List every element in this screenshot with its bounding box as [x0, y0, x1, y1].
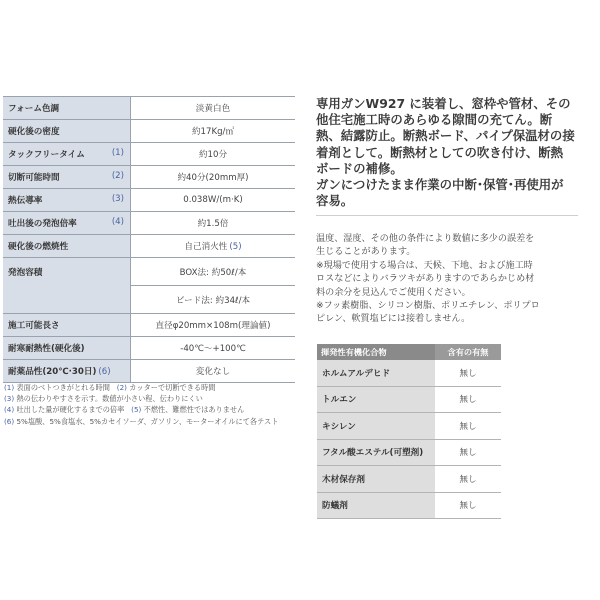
compound-name: キシレン	[317, 413, 435, 440]
note-line: ※フッ素樹脂、シリコン樹脂、ポリエチレン、ポリプロ	[316, 301, 540, 312]
usage-notes	[316, 233, 578, 327]
spec-value: 約10分	[131, 143, 296, 166]
spec-value: 変化なし	[131, 360, 296, 383]
table-row	[317, 386, 501, 413]
description-line: 専用ガンW927 に装着し、窓枠や管材、その	[316, 96, 571, 111]
footnote-ref: (3)	[111, 194, 124, 204]
footnote-number: (3)	[4, 394, 15, 404]
footnote-line	[4, 382, 304, 393]
footnote-ref: (5)	[229, 242, 242, 252]
table-header-row	[317, 344, 501, 360]
table-row	[3, 189, 295, 212]
table-row	[3, 143, 295, 166]
content-status: 無し	[435, 360, 501, 386]
footnote-line	[4, 416, 304, 427]
footnote-ref: (2)	[111, 171, 124, 181]
footnote-text: 熱の伝わりやすさを示す。数値が小さい程、伝わりにくい	[16, 394, 203, 404]
footnote-ref: (1)	[111, 148, 124, 158]
table-row	[317, 492, 501, 519]
table-row	[3, 337, 295, 360]
description-line: ボードの補修。	[316, 160, 403, 176]
spec-table	[3, 96, 295, 383]
spec-label: 耐薬品性(20℃·30日) (6)	[3, 360, 131, 383]
table-row	[317, 360, 501, 386]
footnote-number: (5)	[131, 405, 142, 415]
footnote-text: 表面のベトつきがとれる時間	[16, 383, 110, 392]
compound-name: 木材保存剤	[317, 466, 435, 493]
compound-name: フタル酸エステル(可塑剤)	[317, 439, 435, 466]
footnote-number: (6)	[4, 416, 15, 426]
spec-label: 施工可能長さ	[3, 314, 131, 337]
spec-value: 淡黄白色	[131, 97, 296, 120]
spec-value: 0.038W/(m·K)	[131, 189, 296, 212]
footnote-ref: (6)	[98, 367, 111, 377]
compound-name: 防蟻剤	[317, 492, 435, 519]
content-status: 無し	[435, 413, 501, 440]
note-line: ロスなどによりバラツキがありますのであらかじめ材	[316, 274, 535, 285]
table-row	[3, 235, 295, 258]
divider	[316, 215, 578, 216]
description-line: 他住宅施工時のあらゆる隙間の充てん。断	[316, 112, 553, 128]
content-status: 無し	[435, 386, 501, 413]
product-description	[316, 96, 584, 209]
description-line: 熱、結露防止。断熱ボード、パイプ保温材の接	[316, 128, 575, 144]
footnote-text: 不燃性、難燃性ではありません	[143, 405, 245, 415]
note-line: 生じることがあります。	[316, 247, 416, 258]
note-line: ピレン、軟質塩ビには接着しません。	[316, 314, 471, 325]
spec-value: 約40分(20mm厚)	[131, 166, 296, 189]
spec-label: 発泡容積	[3, 258, 131, 314]
table-row	[317, 439, 501, 466]
table-row	[3, 166, 295, 189]
compound-name: ホルムアルデヒド	[317, 360, 435, 386]
description-line: 着剤として。断熱材としての吹き付け、断熱	[316, 144, 564, 160]
column-header-compound: 揮発性有機化合物	[317, 344, 435, 360]
voc-table	[317, 344, 501, 519]
spec-value: ビード法: 約34ℓ/本	[131, 286, 296, 314]
footnote-number: (4)	[4, 405, 15, 415]
table-row	[3, 120, 295, 143]
footnote-number: (1)	[4, 383, 15, 392]
table-row	[3, 258, 295, 286]
spec-label: タックフリータイム (1)	[3, 143, 131, 166]
spec-value: BOX法: 約50ℓ/本	[131, 258, 296, 286]
compound-name: トルエン	[317, 386, 435, 413]
spec-value: 約1.5倍	[131, 212, 296, 235]
footnote-text: カッターで切断できる時間	[129, 383, 216, 392]
content-status: 無し	[435, 492, 501, 519]
spec-label: 切断可能時間 (2)	[3, 166, 131, 189]
spec-label: 熱伝導率 (3)	[3, 189, 131, 212]
note-line: 温度、湿度、その他の条件により数値に多少の誤差を	[316, 234, 535, 244]
table-row	[3, 314, 295, 337]
footnote-line	[4, 404, 304, 415]
spec-label: 吐出後の発泡倍率 (4)	[3, 212, 131, 235]
table-row	[3, 97, 295, 120]
note-line: 料の余分を見込んでご使用ください。	[316, 287, 471, 298]
footnote-text: 吐出した量が硬化するまでの倍率	[16, 405, 125, 415]
footnotes	[4, 382, 304, 427]
spec-value: -40℃〜+100℃	[131, 337, 296, 360]
description-line: ガンにつけたまま作業の中断･保管･再使用が	[316, 177, 564, 193]
spec-label: フォーム色調	[3, 97, 131, 120]
spec-value: 約17Kg/㎥	[131, 120, 296, 143]
footnote-text: 5%塩酸、5%食塩水、5%カセイソーダ、ガソリン、モーターオイルにて各テスト	[16, 416, 279, 426]
description-line: 容易。	[316, 193, 354, 209]
spec-value: 直径φ20mm×108m(理論値)	[131, 314, 296, 337]
table-row	[317, 413, 501, 440]
footnote-number: (2)	[116, 383, 127, 392]
footnote-ref: (4)	[111, 217, 124, 227]
spec-label: 硬化後の燃焼性	[3, 235, 131, 258]
column-header-content: 含有の有無	[435, 344, 501, 360]
table-row	[3, 212, 295, 235]
note-line: ※現場で使用する場合は、天候、下地、および施工時	[316, 260, 533, 271]
table-row	[317, 466, 501, 493]
spec-value: 自己消火性 (5)	[131, 235, 296, 258]
content-status: 無し	[435, 466, 501, 493]
table-row	[3, 360, 295, 383]
spec-label: 硬化後の密度	[3, 120, 131, 143]
content-status: 無し	[435, 439, 501, 466]
spec-label: 耐寒耐熱性(硬化後)	[3, 337, 131, 360]
footnote-line	[4, 393, 304, 404]
